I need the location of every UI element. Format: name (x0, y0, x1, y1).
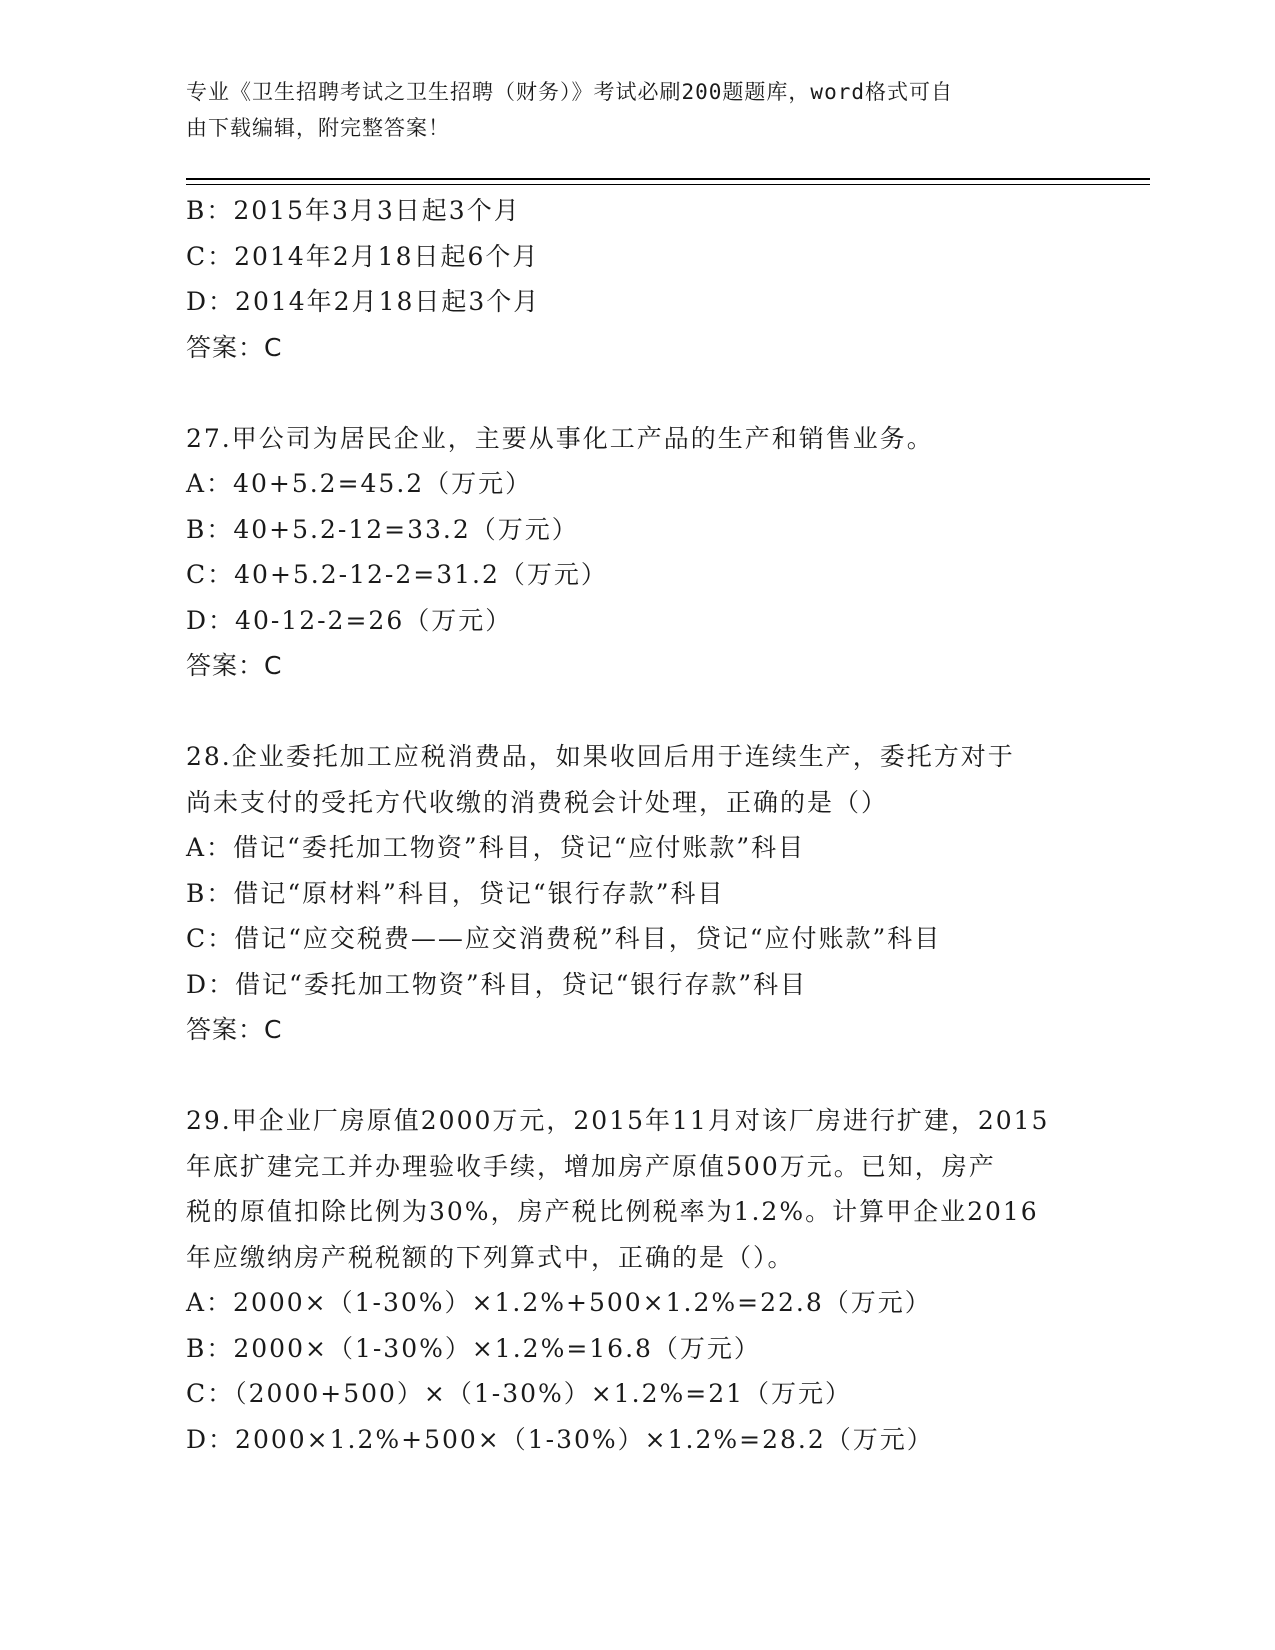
option-d: D：借记“委托加工物资”科目，贷记“银行存款”科目 (186, 969, 808, 999)
header-divider-thin (186, 184, 1150, 185)
option-c: C：40+5.2-12-2=31.2（万元） (186, 560, 608, 589)
header-line-2: 由下载编辑，附完整答案！ (186, 116, 450, 140)
question-stem-line-1: 28.企业委托加工应税消费品，如果收回后用于连续生产，委托方对于 (186, 742, 1015, 771)
spacer (186, 689, 1106, 735)
answer: 答案：C (186, 332, 283, 362)
option-b: B：40+5.2-12=33.2（万元） (186, 514, 579, 544)
question-26-continued (186, 188, 1106, 370)
answer: 答案：C (186, 1015, 283, 1044)
spacer (186, 1053, 1106, 1099)
option-a: A：2000×（1-30%）×1.2%+500×1.2%=22.8（万元） (186, 1288, 932, 1317)
option-a: A：借记“委托加工物资”科目，贷记“应付账款”科目 (186, 833, 806, 862)
option-b: B：2000×（1-30%）×1.2%=16.8（万元） (186, 1333, 761, 1363)
option-b: B：2015年3月3日起3个月 (186, 196, 521, 225)
question-28 (186, 734, 1106, 1053)
question-stem-line-4: 年应缴纳房产税税额的下列算式中，正确的是（）。 (186, 1242, 795, 1272)
question-stem: 27.甲公司为居民企业，主要从事化工产品的生产和销售业务。 (186, 423, 934, 453)
option-c: C：借记“应交税费——应交消费税”科目，贷记“应付账款”科目 (186, 924, 942, 953)
option-d: D：40-12-2=26（万元） (186, 605, 513, 635)
question-27 (186, 416, 1106, 689)
question-stem-line-2: 年底扩建完工并办理验收手续，增加房产原值500万元。已知，房产 (186, 1151, 996, 1181)
option-d: D：2014年2月18日起3个月 (186, 287, 541, 316)
answer: 答案：C (186, 651, 283, 680)
document-body (186, 188, 1106, 1462)
spacer (186, 370, 1106, 416)
option-c: C：2014年2月18日起6个月 (186, 241, 540, 271)
header-divider-thick (186, 178, 1150, 180)
option-d: D：2000×1.2%+500×（1-30%）×1.2%=28.2（万元） (186, 1424, 934, 1454)
header-line-1: 专业《卫生招聘考试之卫生招聘（财务）》考试必刷200题题库，word格式可自 (186, 80, 953, 104)
question-stem-line-2: 尚未支付的受托方代收缴的消费税会计处理，正确的是（） (186, 787, 889, 817)
question-stem-line-3: 税的原值扣除比例为30%，房产税比例税率为1.2%。计算甲企业2016 (186, 1197, 1039, 1226)
document-header (186, 74, 1066, 146)
option-a: A：40+5.2=45.2（万元） (186, 469, 533, 498)
question-stem-line-1: 29.甲企业厂房原值2000万元，2015年11月对该厂房进行扩建，2015 (186, 1106, 1050, 1135)
option-b: B：借记“原材料”科目，贷记“银行存款”科目 (186, 878, 725, 908)
question-29 (186, 1098, 1106, 1462)
option-c: C：（2000+500）×（1-30%）×1.2%=21（万元） (186, 1379, 853, 1408)
